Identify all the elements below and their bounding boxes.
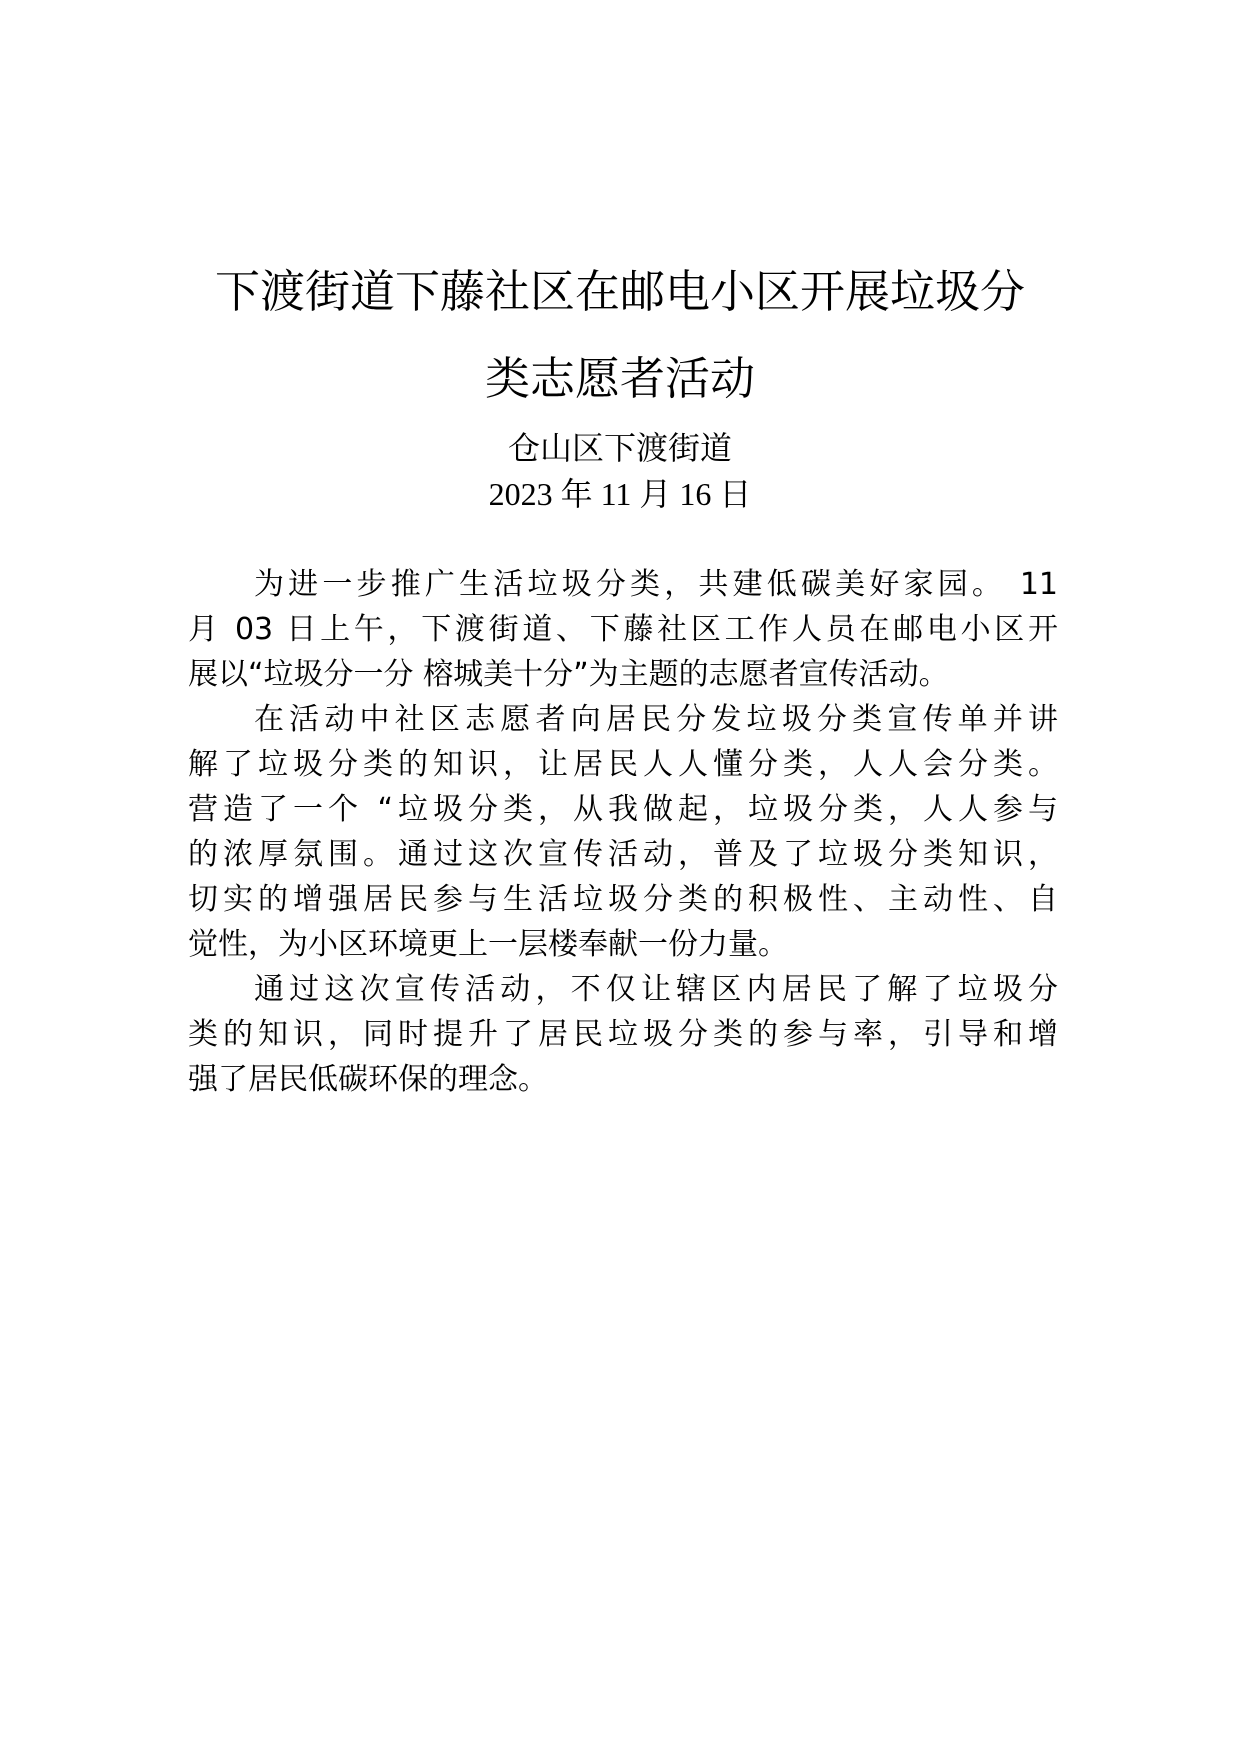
body-text-line: 强了居民低碳环保的理念。	[188, 1062, 548, 1097]
body-text-line: 为进一步推广生活垃圾分类，共建低碳美好家园。 11	[254, 567, 1058, 602]
body-text-line: 营造了一个 “垃圾分类，从我做起，垃圾分类，人人参与	[188, 792, 1058, 827]
body-text-line: 月 03 日上午，下渡街道、下藤社区工作人员在邮电小区开	[188, 612, 1058, 647]
document-organization: 仓山区下渡街道	[507, 429, 732, 467]
body-text-line: 觉性，为小区环境更上一层楼奉献一份力量。	[188, 927, 788, 962]
document-date: 2023 年 11 月 16 日	[488, 476, 752, 512]
document-title-line-2: 类志愿者活动	[484, 352, 755, 405]
document-title-line-1: 下渡街道下藤社区在邮电小区开展垃圾分	[214, 265, 1025, 318]
body-text-line: 展以“垃圾分一分 榕城美十分”为主题的志愿者宣传活动。	[188, 657, 949, 692]
body-text-line: 解了垃圾分类的知识，让居民人人懂分类，人人会分类。	[188, 747, 1058, 782]
body-text-line: 的浓厚氛围。通过这次宣传活动，普及了垃圾分类知识，	[188, 837, 1058, 872]
body-text-line: 切实的增强居民参与生活垃圾分类的积极性、主动性、自	[188, 882, 1058, 917]
body-text-line: 类的知识，同时提升了居民垃圾分类的参与率，引导和增	[188, 1017, 1058, 1052]
document-body	[188, 562, 1058, 1102]
body-text-line: 通过这次宣传活动，不仅让辖区内居民了解了垃圾分	[254, 972, 1058, 1007]
body-text-line: 在活动中社区志愿者向居民分发垃圾分类宣传单并讲	[254, 702, 1058, 737]
